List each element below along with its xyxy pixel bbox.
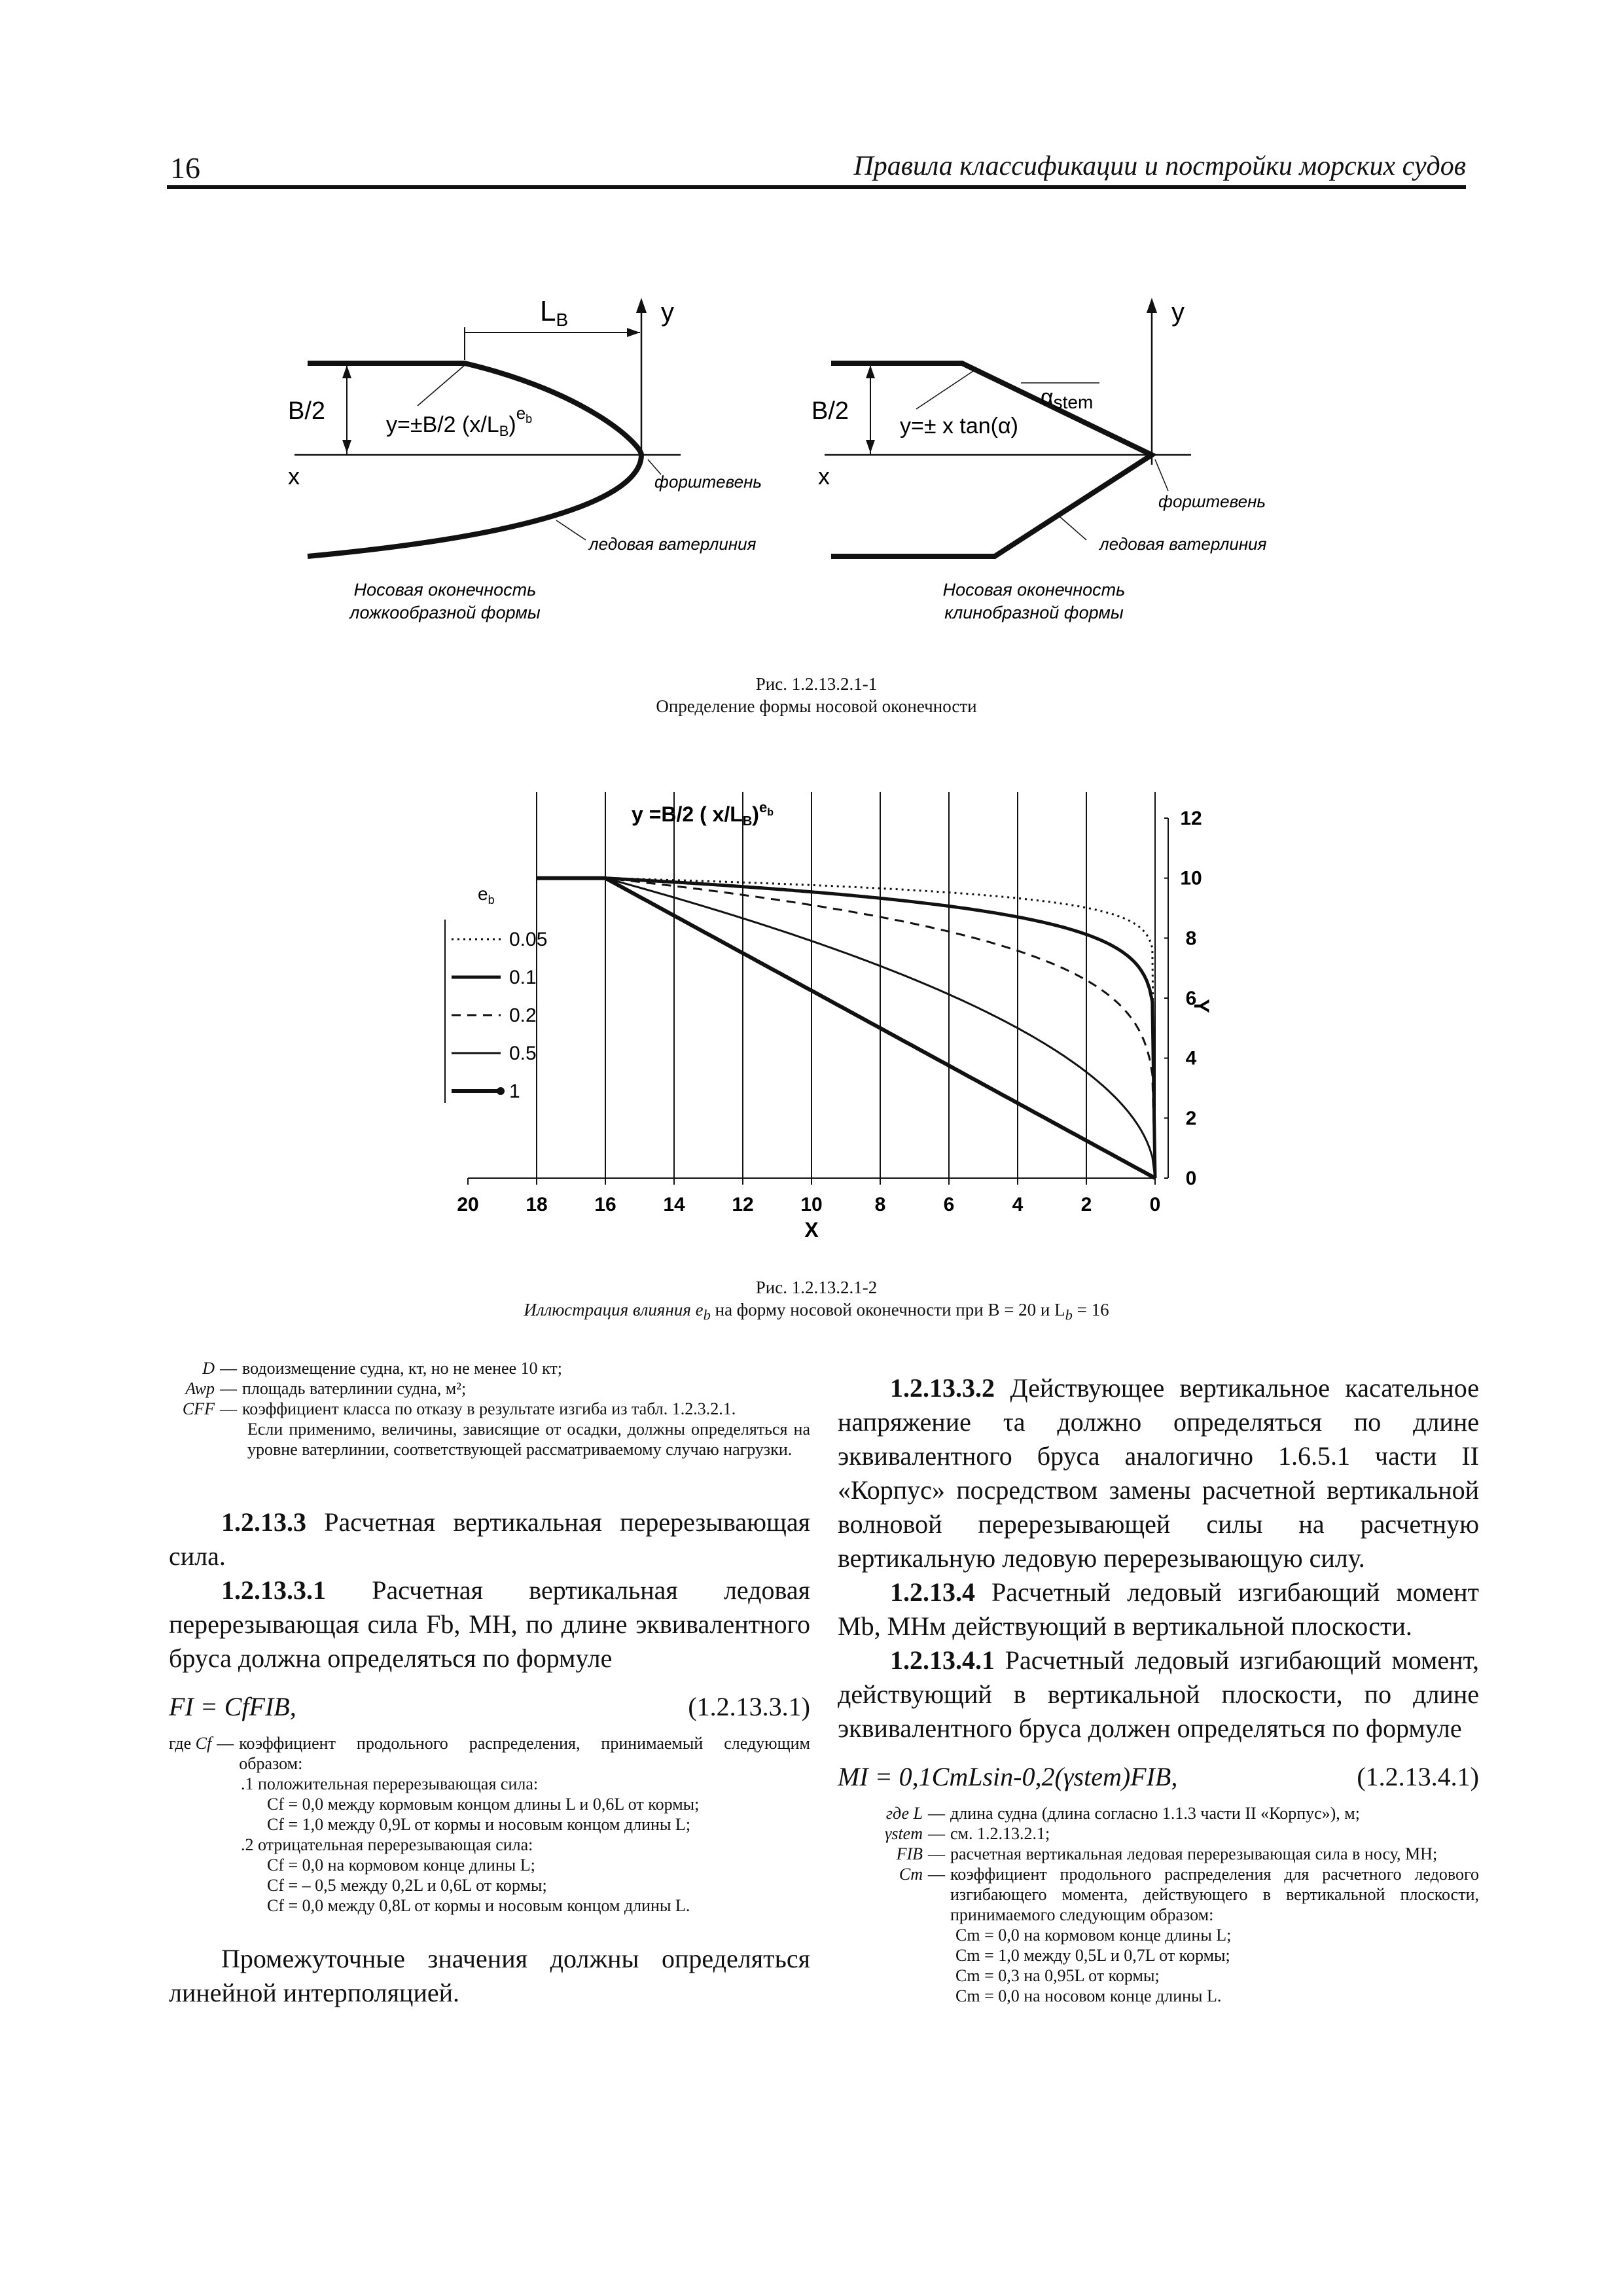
y-tick-label: 2 — [1185, 1107, 1197, 1130]
figure-bow-shapes — [249, 288, 1400, 641]
definition-cff: CFF — коэффициент класса по отказу в результате изгиба из табл. 1.2.3.2.1. — [182, 1399, 736, 1418]
x-tick-label: 6 — [943, 1194, 955, 1215]
waterline-label: ледовая ватерлиния — [1099, 534, 1267, 554]
chart-legend — [445, 920, 547, 1103]
y-tick-label: 4 — [1185, 1047, 1197, 1069]
x-tick-label: 16 — [594, 1194, 616, 1215]
y-axis-label: Y — [1190, 999, 1213, 1013]
x-tick-label: 12 — [732, 1194, 754, 1215]
series-line-e-0.2 — [537, 878, 1155, 1178]
x-tick-label: 20 — [457, 1194, 479, 1215]
legend-label: 0.1 — [509, 967, 537, 988]
figure1-number: Рис. 1.2.13.2.1-1 — [755, 674, 878, 694]
half-beam-label: B/2 — [812, 397, 849, 425]
cm-item: Cm = 0,0 на кормовом конце длины L; — [955, 1926, 1232, 1945]
legend-label: 0.5 — [509, 1043, 537, 1064]
cf-item: Cf = 1,0 между 0,9L от кормы и носовым концом длины L; — [267, 1815, 691, 1834]
section-1-2-13-3: 1.2.13.3 Расчетная вертикальная перерезывающая сила. 1.2.13.3.1 Расчетная вертикальная ледовая перерезывающая сила Fb, МН, по длине эквивалентного бруса должна определяться по формуле — [169, 1507, 811, 1673]
x-tick-label: 18 — [526, 1194, 548, 1215]
series-line-e-1 — [537, 878, 1155, 1178]
wedge-waterline — [831, 363, 1152, 556]
x-axis-label: X — [804, 1218, 819, 1242]
definitions-note: Если применимо, величины, зависящие от осадки, должны определяться на уровне ватерлинии, соответствующей рассматриваемому случаю нагрузки. — [247, 1420, 810, 1459]
y-tick-label: 12 — [1180, 808, 1202, 829]
y-label: y — [1171, 298, 1185, 327]
legend-label: 0.05 — [509, 929, 548, 950]
paragraph-1-2-13-3-2: 1.2.13.3.2 Действующее вертикальное касательное напряжение τa должно определяться по длине эквивалентного бруса аналогично 1.6.5.1 части II «Корпус» посредством замены расчетной вертикальной волновой перерезывающей силы на расчетную вертикальную ледовую перерезывающую силу. — [838, 1373, 1479, 1573]
wedge-caption-1: Носовая оконечность — [942, 580, 1126, 600]
y-tick-label: 8 — [1185, 927, 1197, 950]
y-tick-label: 6 — [1185, 988, 1197, 1009]
right-paragraphs — [838, 1371, 1479, 1746]
figure2-caption — [167, 1276, 1466, 1326]
x-tick-label: 2 — [1080, 1194, 1092, 1215]
x-tick-label: 4 — [1012, 1194, 1024, 1215]
x-tick-label: 10 — [800, 1194, 823, 1215]
cf-definition: где Cf — коэффициент продольного распределения, принимаемый следующим образом: .1 положительная перерезывающая сила: Cf = 0,0 между кормовым концом длины L и 0,6L от кормы; Cf = 1,0 между 0,9L от кормы и носовым концом длины L; .2 отрицательная перерезывающая сила: Cf = 0,0 на кормовом конце длины L; Cf = – 0,5 между 0,2L и 0,6L от кормы; Cf = 0,0 между 0,8L от кормы и носовым концом длины L. — [169, 1734, 810, 1915]
half-beam-label: B/2 — [288, 397, 326, 425]
figure2-number: Рис. 1.2.13.2.1-2 — [755, 1278, 878, 1297]
cf-item: .2 отрицательная перерезывающая сила: — [241, 1835, 533, 1854]
lb-label: LB — [540, 295, 569, 330]
spoon-caption-1: Носовая оконечность — [353, 580, 537, 600]
angle-label: αstem — [1041, 385, 1094, 412]
bow-shape-chart — [366, 766, 1243, 1263]
header-rule — [167, 185, 1466, 189]
formula-1-2-13-4-1: MI = 0,1CmLsin-0,2(γstem)FIB, (1.2.13.4.1) — [838, 1762, 1479, 1791]
legend-label: 0.2 — [509, 1005, 537, 1026]
y-label: y — [661, 298, 674, 327]
spoon-bow-diagram — [288, 295, 762, 622]
x-label: x — [288, 463, 300, 490]
spoon-formula: y=±B/2 $(x/LB)^eb$ — [386, 403, 533, 439]
page-number: 16 — [170, 151, 200, 185]
waterline-label: ледовая ватерлиния — [589, 534, 757, 554]
definitions-list — [169, 1358, 810, 1460]
cf-item: Cf = 0,0 между кормовым концом длины L и 0,6L от кормы; — [267, 1795, 700, 1814]
spoon-waterline — [308, 363, 641, 556]
stem-label: форштевень — [1158, 492, 1266, 511]
cm-item: Cm = 0,0 на носовом конце длины L. — [955, 1986, 1222, 2005]
running-title: Правила классификации и постройки морских судов — [853, 151, 1466, 181]
left-column — [169, 1358, 810, 2010]
interpolation-note: Промежуточные значения должны определяться линейной интерполяцией. — [169, 1944, 810, 2007]
mi-definitions: где L — длина судна (длина согласно 1.1.3 части II «Корпус»), м; γstem — см. 1.2.13.2.1; FIB — расчетная вертикальная ледовая перерезывающая сила в носу, МН; Cm — коэффициент продольного распределения для расчетного ледового изгибающего момента, действующего в вертикальной плоскости, принимаемого следующим образом: Cm = 0,0 на кормовом конце длины L; Cm = 1,0 между 0,5L и 0,7L от кормы; Cm = 0,3 на 0,95L от кормы; Cm = 0,0 на носовом конце длины L. — [838, 1803, 1479, 2006]
right-column — [838, 1371, 1479, 2006]
x-label: x — [818, 463, 830, 490]
figure1-title: Определение формы носовой оконечности — [656, 696, 977, 716]
figure1-caption — [167, 673, 1466, 717]
definition-awp: Awp — площадь ватерлинии судна, м²; — [185, 1379, 467, 1398]
formula-1-2-13-3-1: FI = CfFIB, (1.2.13.3.1) — [169, 1692, 810, 1721]
paragraph-1-2-13-4: 1.2.13.4 Расчетный ледовый изгибающий момент Mb, МНм действующий в вертикальной плоскости. — [838, 1577, 1479, 1641]
cf-item: Cf = – 0,5 между 0,2L и 0,6L от кормы; — [267, 1876, 547, 1895]
legend-title: $e_b$ — [478, 884, 495, 906]
cf-item: Cf = 0,0 между 0,8L от кормы и носовым концом длины L. — [267, 1896, 690, 1915]
series-line-e-0.05 — [537, 878, 1155, 1178]
wedge-caption-2: клинобразной формы — [944, 603, 1124, 622]
stem-label: форштевень — [654, 472, 762, 492]
y-tick-label: 0 — [1185, 1168, 1197, 1189]
definition-d: D — водоизмещение судна, кт, но не менее 10 кт; — [202, 1359, 562, 1378]
figure2-title: Иллюстрация влияния $e_b$ на форму носовой оконечности при B = 20 и $L_b = 16$ — [524, 1300, 1109, 1323]
x-tick-label: 0 — [1149, 1194, 1161, 1215]
series-line-e-0.5 — [537, 878, 1155, 1178]
spoon-caption-2: ложкообразной формы — [349, 603, 541, 622]
cf-item: .1 положительная перерезывающая сила: — [241, 1774, 539, 1793]
paragraph-1-2-13-4-1: 1.2.13.4.1 Расчетный ледовый изгибающий момент, действующий в вертикальной плоскости, по длине эквивалентного бруса должен определяться по формуле — [838, 1645, 1479, 1743]
wedge-bow-diagram — [812, 298, 1267, 622]
y-tick-label: 10 — [1180, 867, 1202, 889]
cf-item: Cf = 0,0 на кормовом конце длины L; — [267, 1856, 535, 1874]
x-tick-label: 14 — [663, 1194, 685, 1215]
legend-label: 1 — [509, 1081, 520, 1102]
cm-item: Cm = 0,3 на 0,95L от кормы; — [955, 1966, 1160, 1985]
x-tick-label: 8 — [874, 1194, 886, 1215]
chart-annotation: y =B/2 ( x/LB)$^e$b — [632, 799, 774, 829]
wedge-formula: y=± x tan(α) — [900, 414, 1018, 439]
series-line-e-0.1 — [537, 878, 1155, 1178]
legend-marker — [497, 1087, 505, 1095]
cm-item: Cm = 1,0 между 0,5L и 0,7L от кормы; — [955, 1946, 1230, 1965]
